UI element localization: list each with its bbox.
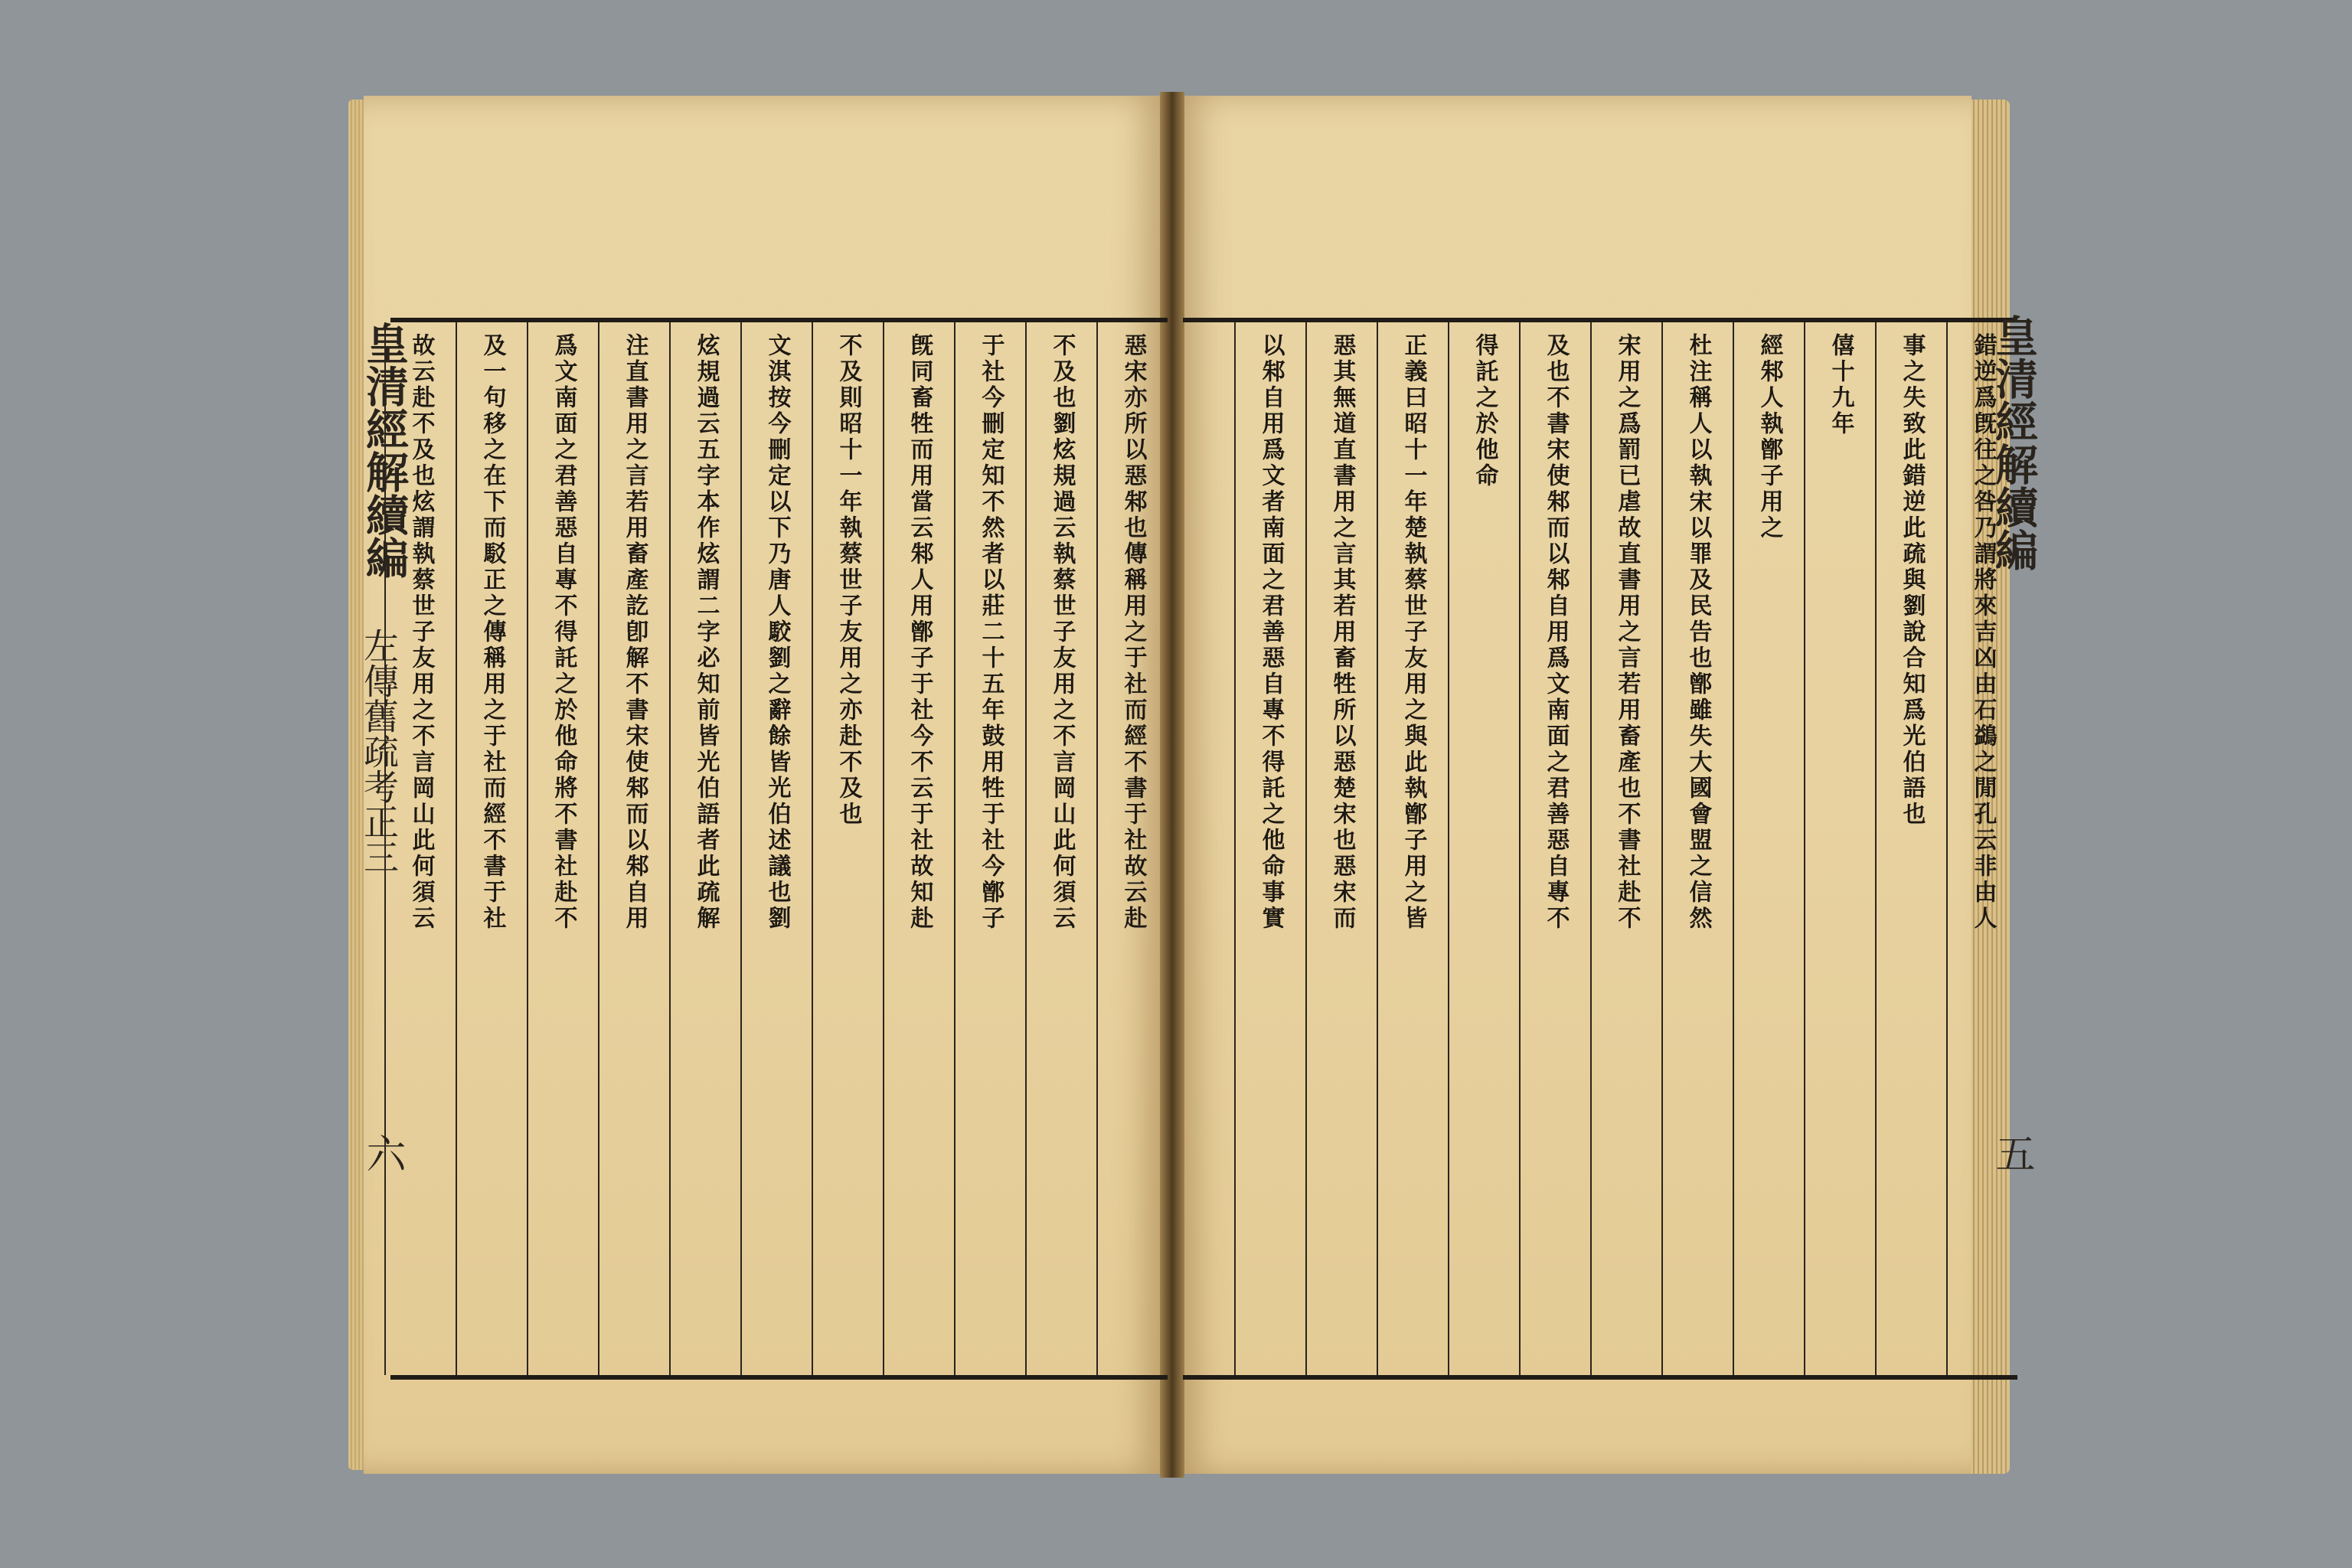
right_page-column bbox=[1661, 322, 1733, 1375]
left_page-column-text: 于社今刪定知不然者以莊二十五年鼓用牲于社今鄫子 bbox=[977, 333, 1004, 932]
left_page-column bbox=[883, 322, 954, 1375]
left_page-column-text: 旣同畜牲而用當云邾人用鄫子于社今不云于社故知赴 bbox=[906, 333, 933, 932]
left_page-column bbox=[954, 322, 1025, 1375]
left-margin-title: 皇清經解續編 bbox=[359, 322, 410, 579]
left-text-frame bbox=[390, 318, 1168, 1380]
right_page-column-text: 及也不書宋使邾而以邾自用爲文南面之君善惡自專不 bbox=[1542, 333, 1570, 932]
left_page-column bbox=[812, 322, 883, 1375]
left_page-column bbox=[669, 322, 740, 1375]
left_page-column bbox=[1025, 322, 1096, 1375]
right_page-column bbox=[1804, 322, 1875, 1375]
left_page-column-text: 不及也劉炫規過云執蔡世子友用之不言岡山此何須云 bbox=[1048, 333, 1076, 932]
left_page-column bbox=[1096, 322, 1168, 1375]
right_page-column bbox=[1448, 322, 1519, 1375]
right-text-frame bbox=[1183, 318, 2017, 1380]
left-margin-subtitle: 左傳舊疏考正三 bbox=[358, 628, 400, 874]
left_page-column bbox=[456, 322, 527, 1375]
right_page-column bbox=[1733, 322, 1804, 1375]
right_page-column bbox=[1234, 322, 1305, 1375]
left_page-column-text: 爲文南面之君善惡自專不得託之於他命將不書社赴不 bbox=[550, 333, 577, 932]
right-page-number: 五 bbox=[1988, 1133, 2034, 1173]
left_page-column bbox=[740, 322, 812, 1375]
right_page-column bbox=[1305, 322, 1377, 1375]
right_page-column bbox=[1519, 322, 1590, 1375]
left_page-column-text: 不及則昭十一年執蔡世子友用之亦赴不及也 bbox=[835, 333, 862, 828]
right_page-column-text: 經邾人執鄫子用之 bbox=[1756, 333, 1783, 541]
right_page-column-text: 正義曰昭十一年楚執蔡世子友用之與此執鄫子用之皆 bbox=[1400, 333, 1427, 932]
right_page-column-text: 以邾自用爲文者南面之君善惡自專不得託之他命事實 bbox=[1257, 333, 1285, 932]
left_page-column-text: 惡宋亦所以惡邾也傳稱用之于社而經不書于社故云赴 bbox=[1119, 333, 1147, 932]
left_page-column-text: 炫規過云五字本作炫謂二字必知前皆光伯語者此疏解 bbox=[692, 333, 720, 932]
left_page-column-text: 注直書用之言若用畜產訖卽解不書宋使邾而以邾自用 bbox=[621, 333, 648, 932]
right_page-column-text: 錯逆爲旣往之咎乃謂將來吉凶由石鷁之閒孔云非由人 bbox=[1969, 333, 1997, 932]
left_page-column-text: 及一句移之在下而駁正之傳稱用之于社而經不書于社 bbox=[479, 333, 506, 932]
right_page-column-text: 杜注稱人以執宋以罪及民告也鄫雖失大國會盟之信然 bbox=[1684, 333, 1712, 932]
right_page-column-text: 惡其無道直書用之言其若用畜牲所以惡楚宋也惡宋而 bbox=[1328, 333, 1356, 932]
right_page-column bbox=[1377, 322, 1448, 1375]
right_page-column-text: 事之失致此錯逆此疏與劉說合知爲光伯語也 bbox=[1898, 333, 1926, 828]
right_page-column bbox=[1875, 322, 1946, 1375]
left_page-column-text: 文淇按今刪定以下乃唐人駮劉之辭餘皆光伯述議也劉 bbox=[763, 333, 791, 932]
right_page-column-text: 宋用之爲罰已虐故直書用之言若用畜產也不書社赴不 bbox=[1613, 333, 1641, 932]
right_page-column-text: 得託之於他命 bbox=[1471, 333, 1498, 489]
left_page-column-text: 故云赴不及也炫謂執蔡世子友用之不言岡山此何須云 bbox=[407, 333, 435, 932]
right_page-column-text: 僖十九年 bbox=[1827, 333, 1854, 437]
left-page-number: 六 bbox=[359, 1133, 405, 1173]
left_page-column bbox=[598, 322, 669, 1375]
right-margin-title: 皇清經解續編 bbox=[1988, 314, 2039, 571]
left_page-column bbox=[527, 322, 598, 1375]
right_page-column bbox=[1590, 322, 1661, 1375]
